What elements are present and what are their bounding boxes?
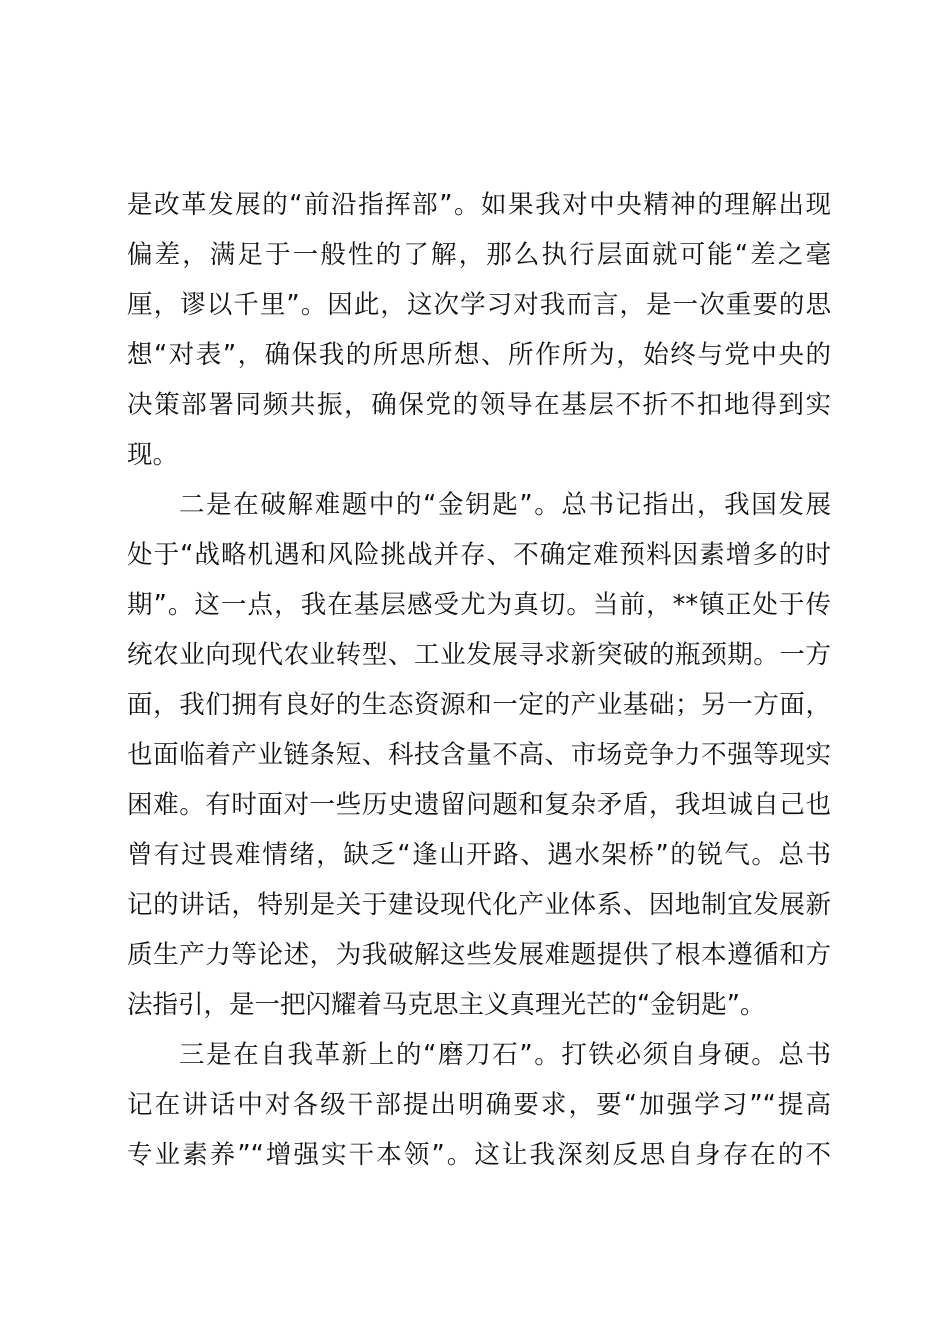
text-line: 面，我们拥有良好的生态资源和一定的产业基础；另一方面， — [127, 690, 831, 720]
text-line: 记在讲话中对各级干部提出明确要求，要“加强学习”“提高 — [127, 1090, 831, 1120]
text-line: 现。 — [127, 440, 179, 470]
paragraph-golden-key — [127, 480, 831, 1030]
text-line: 质生产力等论述，为我破解这些发展难题提供了根本遵循和方 — [127, 940, 831, 970]
text-line: 专业素养”“增强实干本领”。这让我深刻反思自身存在的不 — [127, 1140, 831, 1170]
text-line: 记的讲话，特别是关于建设现代化产业体系、因地制宜发展新 — [127, 890, 831, 920]
text-line: 困难。有时面对一些历史遗留问题和复杂矛盾，我坦诚自己也 — [127, 790, 831, 820]
text-line: 决策部署同频共振，确保党的领导在基层不折不扣地得到实 — [127, 390, 831, 420]
document-page — [127, 180, 831, 1180]
text-line: 是改革发展的“前沿指挥部”。如果我对中央精神的理解出现 — [127, 190, 831, 220]
text-line: 三是在自我革新上的“磨刀石”。打铁必须自身硬。总书 — [179, 1040, 831, 1070]
text-line: 曾有过畏难情绪，缺乏“逢山开路、遇水架桥”的锐气。总书 — [127, 840, 831, 870]
text-line: 期”。这一点，我在基层感受尤为真切。当前，**镇正处于传 — [127, 590, 831, 620]
text-line: 也面临着产业链条短、科技含量不高、市场竞争力不强等现实 — [127, 740, 831, 770]
text-line: 想“对表”，确保我的所思所想、所作所为，始终与党中央的 — [127, 340, 831, 370]
text-line: 厘，谬以千里”。因此，这次学习对我而言，是一次重要的思 — [127, 290, 831, 320]
text-line: 法指引，是一把闪耀着马克思主义真理光芒的“金钥匙”。 — [127, 990, 766, 1020]
paragraph-whetstone — [127, 1030, 831, 1180]
text-line: 处于“战略机遇和风险挑战并存、不确定难预料因素增多的时 — [127, 540, 831, 570]
text-line: 统农业向现代农业转型、工业发展寻求新突破的瓶颈期。一方 — [127, 640, 831, 670]
text-line: 偏差，满足于一般性的了解，那么执行层面就可能“差之毫 — [127, 240, 831, 270]
text-line: 二是在破解难题中的“金钥匙”。总书记指出，我国发展 — [179, 490, 831, 520]
paragraph-continued — [127, 180, 831, 480]
